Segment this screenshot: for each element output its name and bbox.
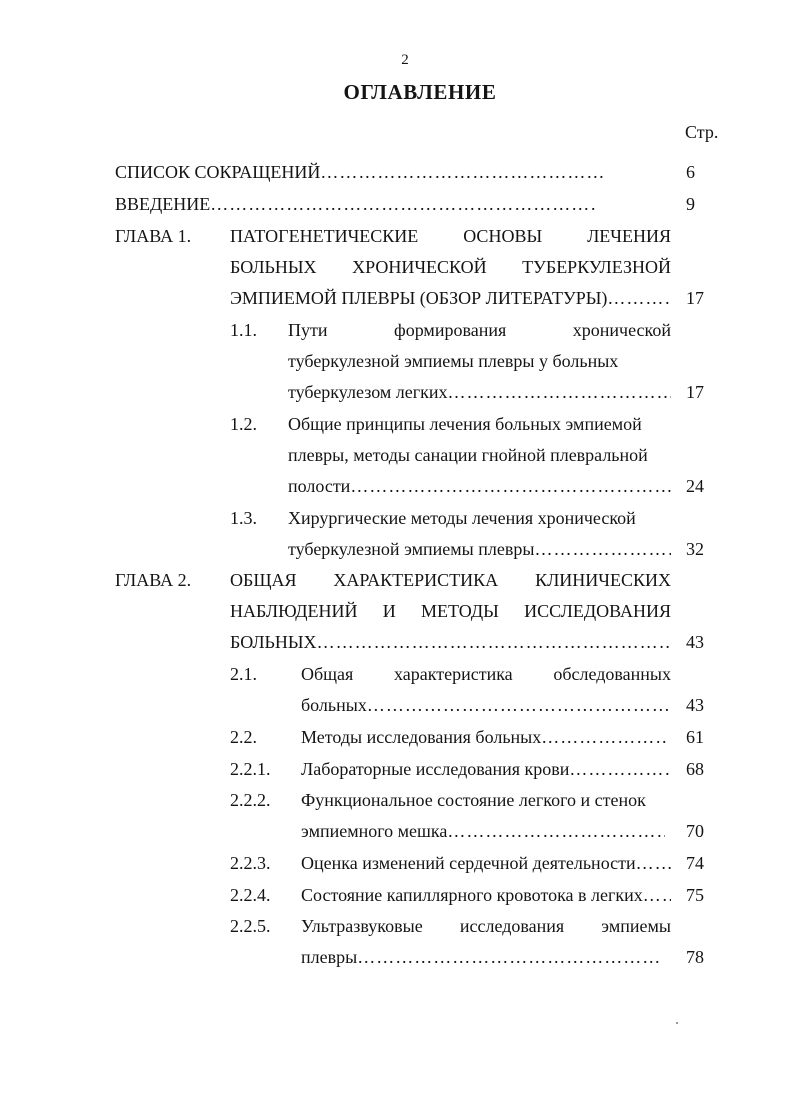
toc-label: 1.2. [230, 414, 257, 434]
toc-page-number: 17 [686, 288, 704, 308]
toc-page-number: 24 [686, 476, 704, 496]
toc-label: 2.2.1. [230, 759, 271, 779]
toc-entry-chapter-1-line-3[interactable] [230, 287, 671, 309]
leader-dots [541, 726, 667, 748]
toc-entry-1-1-line-3[interactable] [288, 381, 671, 403]
toc-page-number: 43 [686, 632, 704, 652]
toc-entry-title: плевры [301, 947, 358, 967]
toc-page-number: 17 [686, 382, 704, 402]
toc-entry-chapter-2-line-1[interactable]: ОБЩАЯ ХАРАКТЕРИСТИКА КЛИНИЧЕСКИХ [230, 570, 671, 590]
toc-entry-1-1-line-2[interactable]: туберкулезной эмпиемы плевры у больных [288, 351, 619, 371]
toc-page-number: 32 [686, 539, 704, 559]
toc-label: 2.2.4. [230, 885, 271, 905]
toc-page-number: 74 [686, 853, 704, 873]
scan-speck [676, 1022, 678, 1024]
leader-dots [447, 381, 671, 403]
toc-entry-2-2-1[interactable] [301, 758, 671, 780]
toc-entry-chapter-2-line-2[interactable]: НАБЛЮДЕНИЙ И МЕТОДЫ ИССЛЕДОВАНИЯ [230, 601, 671, 621]
toc-entry-abbreviations[interactable] [115, 161, 603, 183]
toc-label: 2.2.5. [230, 916, 271, 936]
toc-entry-title: больных [301, 695, 367, 715]
toc-page-number: 75 [686, 885, 704, 905]
toc-label: 1.1. [230, 320, 257, 340]
toc-entry-2-2-2-line-2[interactable] [301, 820, 665, 842]
toc-entry-title: ВВЕДЕНИЕ [115, 194, 211, 214]
toc-entry-title: ЭМПИЕМОЙ ПЛЕВРЫ (ОБЗОР ЛИТЕРАТУРЫ) [230, 288, 608, 308]
toc-entry-title: туберкулезной эмпиемы плевры [288, 539, 535, 559]
toc-entry-title: Методы исследования больных [301, 727, 542, 747]
toc-entry-1-2-line-2[interactable]: плевры, методы санации гнойной плевральной [288, 445, 648, 465]
leader-dots [357, 946, 663, 968]
leader-dots [367, 694, 671, 716]
toc-entry-1-2-line-1[interactable]: Общие принципы лечения больных эмпиемой [288, 414, 642, 434]
toc-entry-1-2-line-3[interactable] [288, 475, 671, 497]
toc-entry-title: Состояние капиллярного кровотока в легких [301, 885, 643, 905]
toc-entry-chapter-1-line-1[interactable]: ПАТОГЕНЕТИЧЕСКИЕ ОСНОВЫ ЛЕЧЕНИЯ [230, 226, 671, 246]
toc-entry-title: БОЛЬНЫХ [230, 632, 317, 652]
leader-dots [569, 758, 671, 780]
leader-dots [320, 161, 603, 183]
toc-entry-title: эмпиемного мешка [301, 821, 448, 841]
toc-page-number: 78 [686, 947, 704, 967]
toc-entry-1-1-line-1[interactable]: Пути формирования хронической [288, 320, 671, 340]
leader-dots [350, 475, 671, 497]
toc-label: 2.2.2. [230, 790, 271, 810]
toc-entry-title: СПИСОК СОКРАЩЕНИЙ [115, 162, 321, 182]
toc-entry-2-2-2-line-1[interactable]: Функциональное состояние легкого и стенок [301, 790, 646, 810]
toc-page-number: 9 [686, 194, 695, 214]
toc-entry-introduction[interactable] [115, 193, 597, 215]
leader-dots [607, 287, 671, 309]
leader-dots [447, 820, 665, 842]
toc-page-number: 43 [686, 695, 704, 715]
toc-label: ГЛАВА 1. [115, 226, 192, 246]
toc-label: 2.2. [230, 727, 257, 747]
toc-entry-2-2-5-line-1[interactable]: Ультразвуковые исследования эмпиемы [301, 916, 671, 936]
toc-label: 2.1. [230, 664, 257, 684]
toc-entry-2-2[interactable] [301, 726, 667, 748]
toc-entry-chapter-2-line-3[interactable] [230, 631, 671, 653]
toc-entry-chapter-1-line-2[interactable]: БОЛЬНЫХ ХРОНИЧЕСКОЙ ТУБЕРКУЛЕЗНОЙ [230, 257, 671, 277]
toc-entry-title: Оценка изменений сердечной деятельности [301, 853, 636, 873]
page-number: 2 [401, 52, 409, 68]
page-column-header: Стр. [685, 122, 719, 142]
toc-label: 1.3. [230, 508, 257, 528]
leader-dots [534, 538, 671, 560]
toc-label: ГЛАВА 2. [115, 570, 192, 590]
toc-page-number: 61 [686, 727, 704, 747]
toc-entry-2-2-4[interactable] [301, 884, 671, 906]
toc-entry-2-2-5-line-2[interactable] [301, 946, 663, 968]
toc-entry-title: полости [288, 476, 351, 496]
toc-entry-title: туберкулезом легких [288, 382, 448, 402]
leader-dots [210, 193, 597, 215]
leader-dots [317, 631, 671, 653]
toc-entry-1-3-line-1[interactable]: Хирургические методы лечения хронической [288, 508, 636, 528]
toc-entry-2-1-line-1[interactable]: Общая характеристика обследованных [301, 664, 671, 684]
leader-dots [643, 884, 671, 906]
toc-entry-2-2-3[interactable] [301, 852, 671, 874]
toc-label: 2.2.3. [230, 853, 271, 873]
toc-page-number: 68 [686, 759, 704, 779]
toc-page-number: 6 [686, 162, 695, 182]
toc-entry-1-3-line-2[interactable] [288, 538, 671, 560]
toc-entry-2-1-line-2[interactable] [301, 694, 671, 716]
toc-page-number: 70 [686, 821, 704, 841]
page-title: ОГЛАВЛЕНИЕ [343, 80, 497, 104]
leader-dots [636, 852, 671, 874]
toc-entry-title: Лабораторные исследования крови [301, 759, 570, 779]
